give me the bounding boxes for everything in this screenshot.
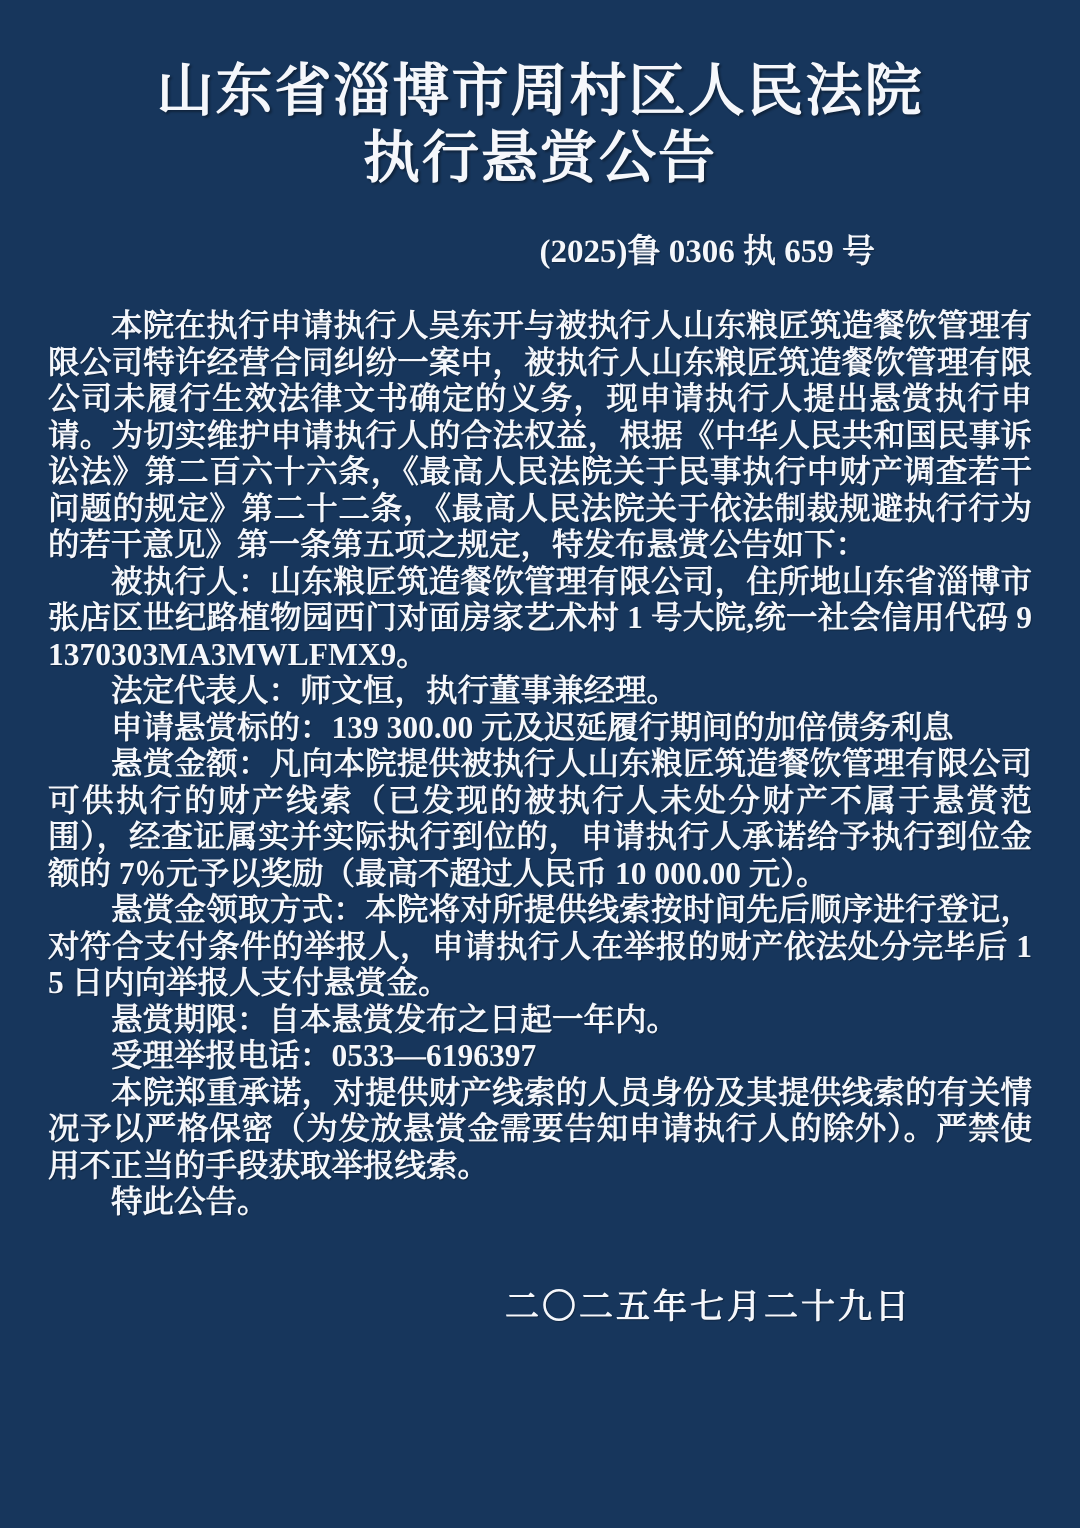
court-name: 山东省淄博市周村区人民法院	[156, 60, 924, 123]
body-paragraph: 被执行人：山东粮匠筑造餐饮管理有限公司，住所地山东省淄博市张店区世纪路植物园西门对面房家艺术村 1 号大院,统一社会信用代码 91370303MA3MWLFMX9。	[48, 563, 1032, 672]
body-paragraph: 悬赏金领取方式：本院将对所提供线索按时间先后顺序进行登记，对符合支付条件的举报人，申请执行人在举报的财产依法处分完毕后 15 日内向举报人支付悬赏金。	[48, 892, 1032, 1000]
body-paragraph: 悬赏金额：凡向本院提供被执行人山东粮匠筑造餐饮管理有限公司可供执行的财产线索（已发现的被执行人未处分财产不属于悬赏范围），经查证属实并实际执行到位的，申请执行人承诺给予执行到位金额的 7％元予以奖励（最高不超过人民币 10 000.00 元）。	[48, 746, 1032, 891]
announcement-body	[0, 308, 1080, 1221]
issue-date: 二〇二五年七月二十九日	[505, 1288, 912, 1326]
announcement-type: 执行悬赏公告	[363, 127, 717, 190]
body-paragraph: 本院郑重承诺，对提供财产线索的人员身份及其提供线索的有关情况予以严格保密（为发放悬赏金需要告知申请执行人的除外）。严禁使用不正当的手段获取举报线索。	[48, 1074, 1032, 1183]
body-paragraph: 法定代表人：师文恒，执行董事兼经理。	[111, 673, 679, 708]
body-paragraph: 悬赏期限：自本悬赏发布之日起一年内。	[111, 1001, 679, 1037]
body-paragraph: 申请悬赏标的：139 300.00 元及迟延履行期间的加倍债务利息	[111, 709, 954, 745]
case-number: (2025)鲁 0306 执 659 号	[539, 234, 875, 270]
body-paragraph: 特此公告。	[111, 1184, 269, 1219]
body-paragraph: 受理举报电话：0533—6196397	[111, 1038, 537, 1073]
page-title	[0, 0, 1080, 192]
body-paragraph: 本院在执行申请执行人吴东开与被执行人山东粮匠筑造餐饮管理有限公司特许经营合同纠纷一案中，被执行人山东粮匠筑造餐饮管理有限公司未履行生效法律文书确定的义务，现申请执行人提出悬赏执行申请。为切实维护申请执行人的合法权益，根据《中华人民共和国民事诉讼法》第二百六十六条，《最高人民法院关于民事执行中财产调查若干问题的规定》第二十二条，《最高人民法院关于依法制裁规避执行行为的若干意见》第一条第五项之规定，特发布悬赏公告如下：	[48, 308, 1032, 562]
